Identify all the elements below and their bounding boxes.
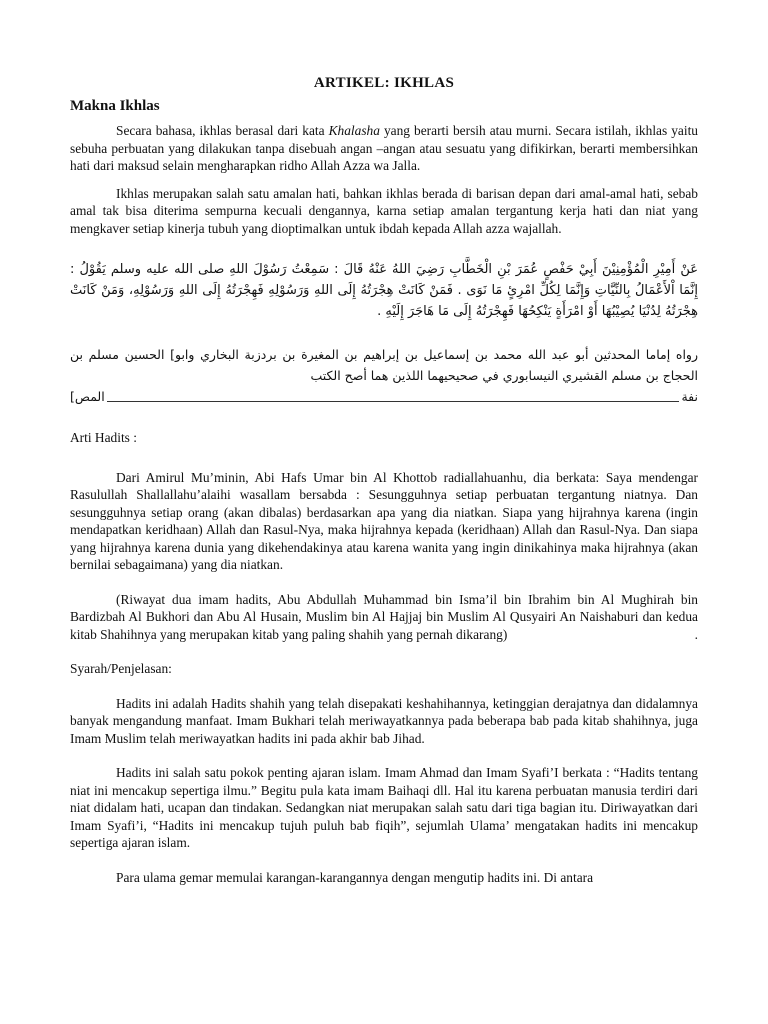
arabic-reference-text: رواه إماما المحدثين أبو عبد الله محمد بن إسماعيل بن إبراهيم بن المغيرة بن بردزبة البخاري وابو] الحسين مسلم بن الحجاج بن مسلم القشيري النيسابوري في صحيحيهما اللذين هما أصح الكتب <box>70 347 698 383</box>
article-title: ARTIKEL: IKHLAS <box>313 75 455 91</box>
arabic-ref-tail-start: المص] <box>70 389 105 404</box>
syarah-paragraph-3: Para ulama gemar memulai karangan-karangannya dengan mengutip hadits ini. Di antara <box>116 869 594 885</box>
arti-hadits-paragraph: Dari Amirul Mu’minin, Abi Hafs Umar bin Al Khottob radiallahuanhu, dia berkata: Saya mendengar Rasulullah Shallallahu’alaihi wasallam bersabda : Sesungguhnya setiap perbuatan tergantung niatnya. Dan sesungguhnya setiap orang (akan dibalas) berdasarkan apa yang dia niatkan. Siapa yang hijrahnya karena (ingin mendapatkan keridhaan) Allah dan Rasul-Nya, maka hijrahnya kepada (keridhaan) Allah dan Rasul-Nya. Dan siapa yang hijrahnya karena dunia yang dikehendakinya atau karena wanita yang ingin dinikahinya maka hijrahnya (akan bernilai sebagaimana) yang dia niatkan. <box>70 469 698 572</box>
riwayat-text: (Riwayat dua imam hadits, Abu Abdullah Muhammad bin Isma’il bin Ibrahim bin Al Mughirah bin Bardizbah Al Bukhori dan Abu Al Husain, Muslim bin Al Hajjaj bin Muslim Al Qusyairi An Naishaburi dan kedua kitab Shahihnya yang merupakan kitab yang paling shahih yang pernah dikarang) <box>70 591 698 642</box>
arabic-reference-tail <box>70 386 698 407</box>
arabic-hadith-text: عَنْ أَمِيْرِ الْمُؤْمِنِيْنَ أَبِيْ حَفْصٍ عُمَرَ بْنِ الْخَطَّابِ رَضِيَ اللهُ عَنْهُ قَالَ : سَمِعْتُ رَسُوْلَ اللهِ صلى الله عليه وسلم يَقُوْلُ : إِنَّمَا اْلأَعْمَالُ بِالنِّيَّاتِ وَإِنَّمَا لِكُلِّ امْرِئٍ مَا نَوَى . فَمَنْ كَانَتْ هِجْرَتُهُ إِلَى اللهِ وَرَسُوْلِهِ فَهِجْرَتُهُ إِلَى اللهِ وَرَسُوْلِهِ، وَمَنْ كَانَتْ هِجْرَتُهُ لِدُنْيَا يُصِيْبُهَا أَوْ امْرَأَةٍ يَنْكِحُهَا فَهِجْرَتُهُ إِلَى مَا هَاجَرَ إِلَيْهِ . <box>70 262 698 319</box>
riwayat-dot: . <box>694 626 698 642</box>
para1-text-start: Secara bahasa, ikhlas berasal dari kata <box>116 123 329 138</box>
syarah-paragraph-2: Hadits ini salah satu pokok penting ajaran islam. Imam Ahmad dan Imam Syafi’I berkata : “Hadits tentang niat ini mencakup sepertiga ilmu.” Begitu pula kata imam Baihaqi dll. Hal itu karena perbuatan manusia terdiri dari niat didalam hati, ucapan dan tindakan. Sedangkan niat merupakan salah satu dari tiga bagian itu. Diriwayatkan dari Imam Syafi’i, “Hadits ini mencakup tujuh puluh bab fiqih”, sejumlah Ulama’ mengatakan hadits ini mencakup sepertiga ajaran islam. <box>70 765 698 850</box>
riwayat-paragraph <box>70 591 698 644</box>
paragraph-ikhlas: Ikhlas merupakan salah satu amalan hati, bahkan ikhlas berada di barisan depan dari amal-amal hati, sebab amal tak bisa diterima sempurna kecuali dengannya, karna setiap amalan tergantung kerja hati dan niat yang mengkaver setiap kinerja tubuh yang dioptimalkan untuk ibdah kepada Allah azza wajallah. <box>70 185 698 236</box>
paragraph-makna <box>70 122 698 175</box>
syarah-label: Syarah/Penjelasan: <box>70 661 172 676</box>
arti-hadits-label: Arti Hadits : <box>70 430 137 445</box>
section-heading: Makna Ikhlas <box>70 98 160 114</box>
para1-text-end: yang berarti bersih atau murni. Secara istilah, ikhlas yaitu sebuha perbuatan yang dilakukan tanpa disebuah angan –angan atau sesuatu yang difikirkan, berarti membersihkan hati dari maksud selain mengharapkan ridho Allah Azza wa Jalla. <box>70 123 698 173</box>
reference-rule-line <box>107 401 680 402</box>
para1-italic-term: Khalasha <box>328 123 380 138</box>
arabic-ref-tail-end: نفة <box>681 389 698 404</box>
syarah-paragraph-1: Hadits ini adalah Hadits shahih yang telah disepakati keshahihannya, ketinggian derajatnya dan didalamnya banyak mengandung manfaat. Imam Bukhari telah meriwayatkannya pada beberapa bab pada kitab shahihnya, juga Imam Muslim telah meriwayatkan hadits ini pada akhir bab Jihad. <box>70 695 698 746</box>
